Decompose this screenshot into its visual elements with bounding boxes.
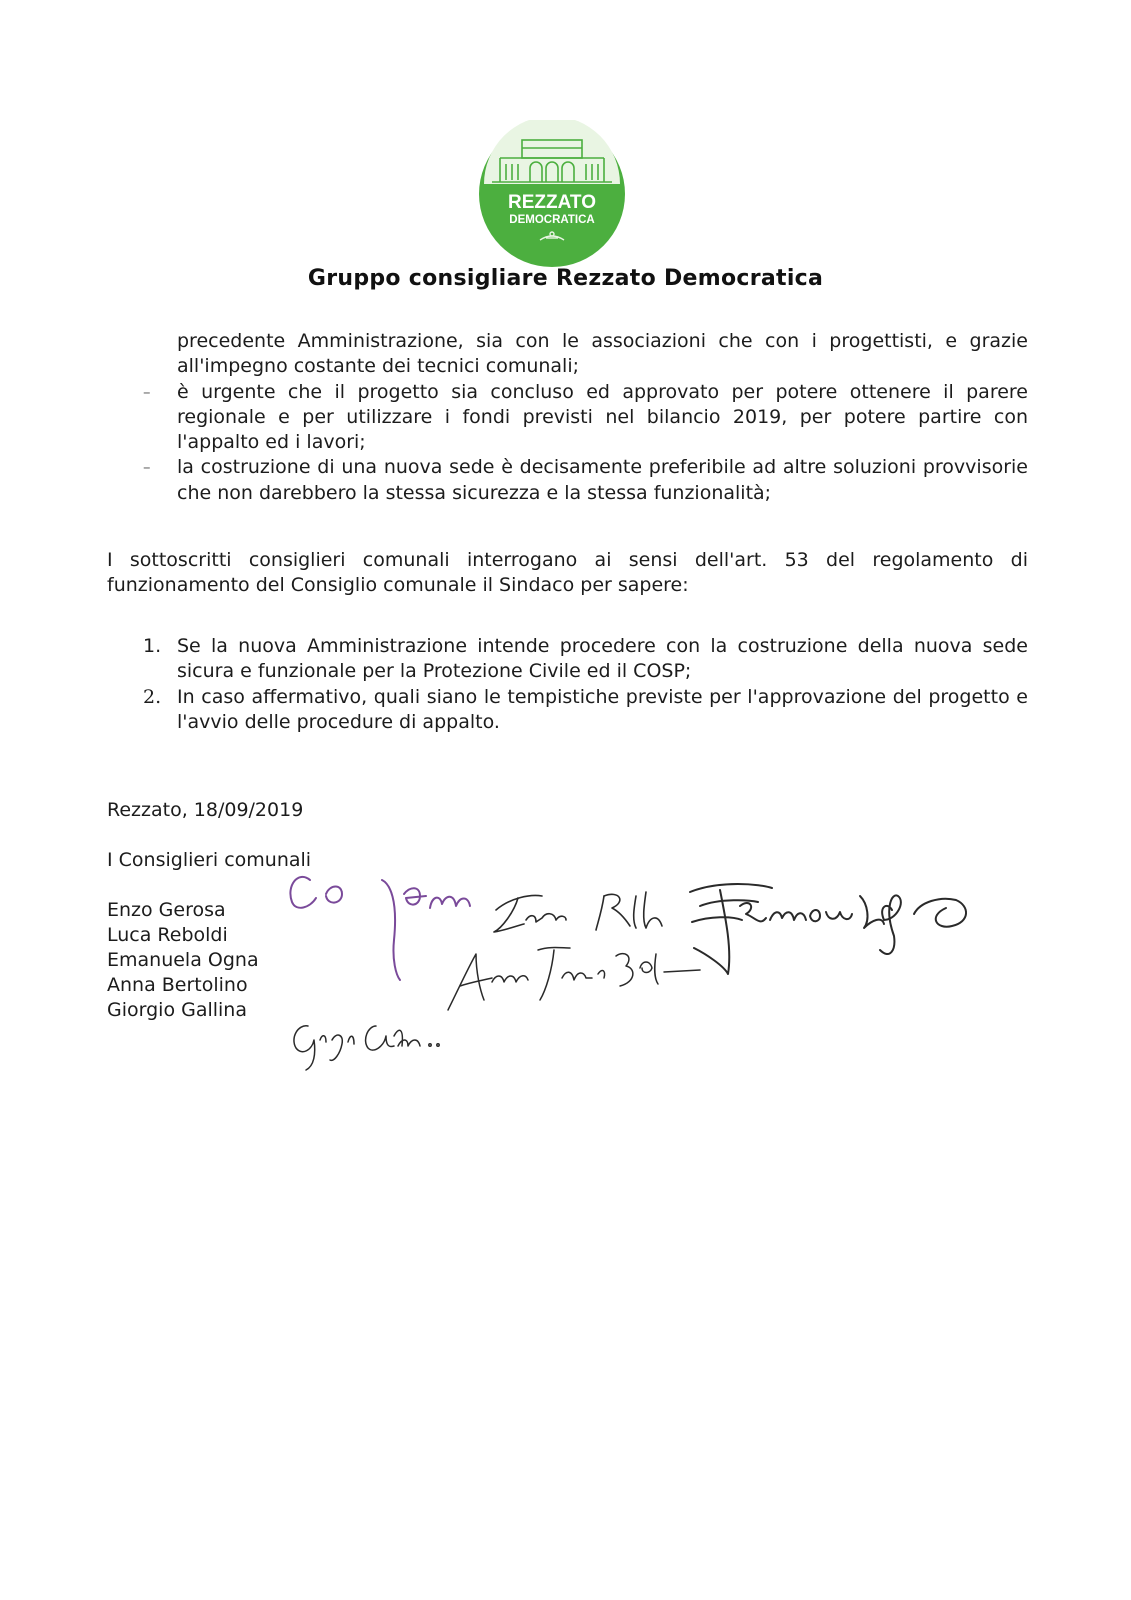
interrogation-lead: I sottoscritti consiglieri comunali interrogano ai sensi dell'art. 53 del regolamento di funzionamento del Consiglio comunale il Sindaco per sapere:	[107, 549, 1028, 597]
signature-luca-reboldi	[494, 892, 662, 932]
logo-line1: REZZATO	[508, 192, 596, 213]
dash-bullet-icon: –	[143, 458, 151, 477]
list-item	[143, 634, 1028, 685]
signers-label: I Consiglieri comunali	[107, 849, 312, 871]
list-item	[143, 455, 1028, 506]
signature-anna-bertolino	[448, 948, 700, 1011]
considerations-list	[143, 329, 1028, 506]
place-date: Rezzato, 18/09/2019	[107, 799, 304, 821]
handwritten-signatures	[280, 850, 1000, 1080]
question-number: 1.	[143, 635, 162, 657]
list-item-continued	[143, 329, 1028, 380]
page-title: Gruppo consigliare Rezzato Democratica	[307, 266, 824, 291]
signer-name: Anna Bertolino	[107, 974, 248, 996]
signer-name: Emanuela Ogna	[107, 949, 259, 971]
logo-top-panel	[484, 120, 620, 184]
continued-text: precedente Amministrazione, sia con le associazioni che con i progettisti, e grazie all'impegno costante dei tecnici comunali;	[177, 330, 1028, 378]
signer-name: Giorgio Gallina	[107, 999, 247, 1021]
rezzato-democratica-logo	[478, 120, 626, 268]
signature-giorgio-gallina	[294, 1026, 439, 1070]
question-text: In caso affermativo, quali siano le tempistiche previste per l'approvazione del progetto e l'avvio delle procedure di appalto.	[177, 685, 1028, 733]
bullet-text: la costruzione di una nuova sede è decisamente preferibile ad altre soluzioni provvisorie che non darebbero la stessa sicurezza e la stessa funzionalità;	[177, 456, 1028, 504]
signature-enzo-gerosa	[290, 877, 470, 980]
questions-list	[143, 634, 1028, 735]
signer-name: Enzo Gerosa	[107, 899, 226, 921]
question-text: Se la nuova Amministrazione intende procedere con la costruzione della nuova sede sicura e funzionale per la Protezione Civile ed il COSP;	[177, 635, 1028, 683]
question-number: 2.	[143, 685, 162, 708]
bullet-text: è urgente che il progetto sia concluso ed approvato per potere ottenere il parere regionale e per utilizzare i fondi previsti nel bilancio 2019, per potere partire con l'appalto ed i lavori;	[177, 380, 1028, 454]
signer-name: Luca Reboldi	[107, 924, 228, 946]
signature-emanuela-ogna	[690, 884, 966, 974]
logo-line2: DEMOCRATICA	[509, 214, 595, 226]
list-item	[143, 685, 1028, 736]
list-item	[143, 380, 1028, 456]
dash-bullet-icon: –	[143, 382, 151, 401]
